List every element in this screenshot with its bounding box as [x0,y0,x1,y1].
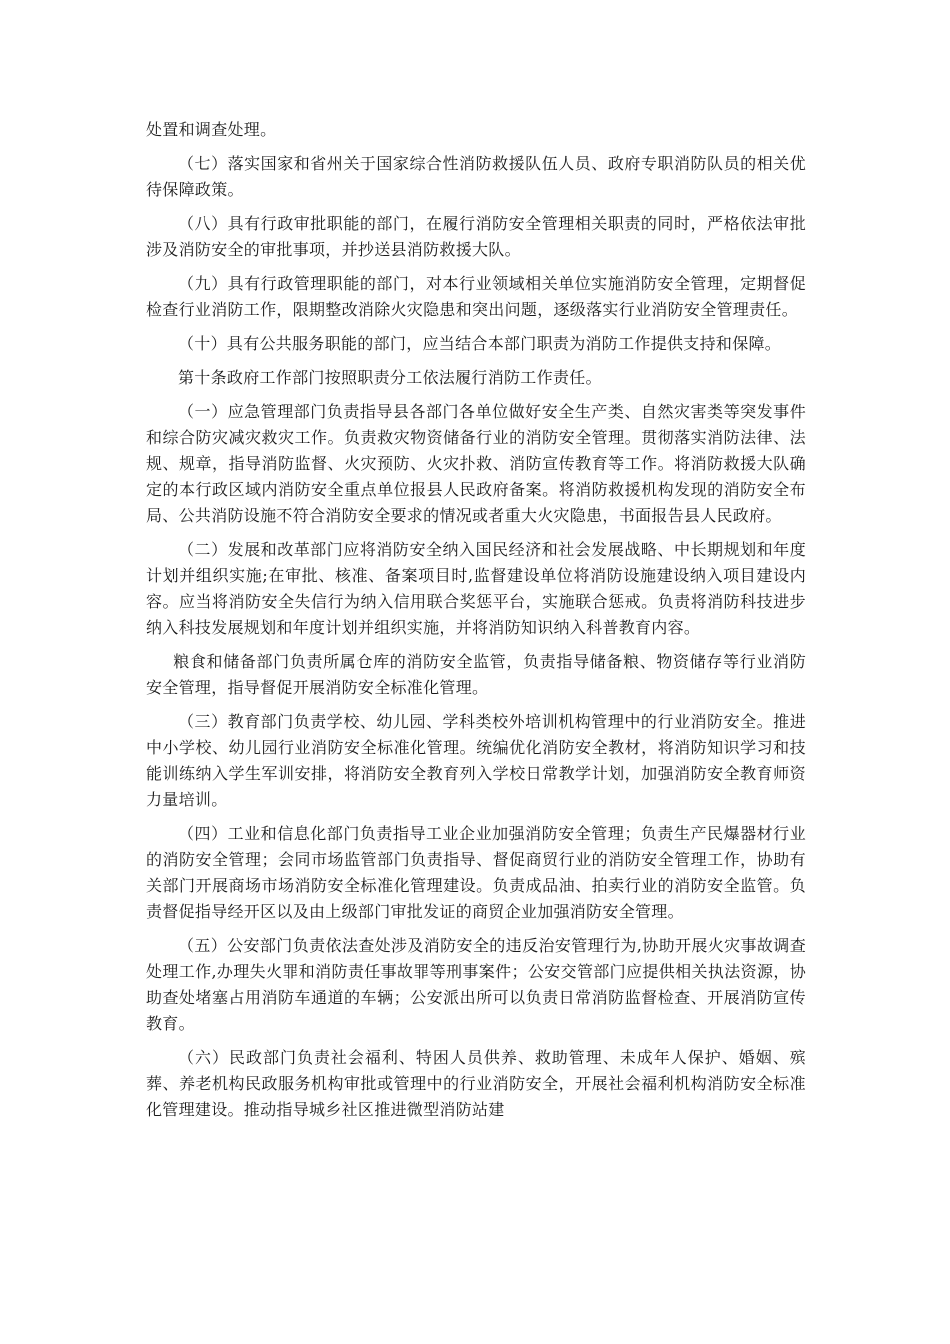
paragraph-civil-affairs: （六）民政部门负责社会福利、特困人员供养、救助管理、未成年人保护、婚姻、殡葬、养老机构民政服务机构审批或管理中的行业消防安全，开展社会福利机构消防安全标准化管理建设。推动指导城乡社区推进微型消防站建 [146,1048,806,1119]
paragraph-item-9: （九）具有行政管理职能的部门，对本行业领域相关单位实施消防安全管理，定期督促检查行业消防工作，限期整改消除火灾隐患和突出问题，逐级落实行业消防安全管理责任。 [146,274,806,319]
document-body [146,117,806,1131]
paragraph-industry-it: （四）工业和信息化部门负责指导工业企业加强消防安全管理；负责生产民爆器材行业的消防安全管理；会同市场监管部门负责指导、督促商贸行业的消防安全管理工作，协助有关部门开展商场市场消防安全标准化管理建设。负责成品油、拍卖行业的消防安全监管。负责督促指导经开区以及由上级部门审批发证的商贸企业加强消防安全管理。 [146,824,806,921]
paragraph-education: （三）教育部门负责学校、幼儿园、学科类校外培训机构管理中的行业消防安全。推进中小学校、幼儿园行业消防安全标准化管理。统编优化消防安全教材，将消防知识学习和技能训练纳入学生军训安排，将消防安全教育列入学校日常教学计划，加强消防安全教育师资力量培训。 [146,712,806,809]
paragraph-public-security: （五）公安部门负责依法查处涉及消防安全的违反治安管理行为,协助开展火灾事故调查处理工作,办理失火罪和消防责任事故罪等刑事案件；公安交管部门应提供相关执法资源，协助查处堵塞占用消防车通道的车辆；公安派出所可以负责日常消防监督检查、开展消防宣传教育。 [146,936,806,1033]
paragraph-emergency-management: （一）应急管理部门负责指导县各部门各单位做好安全生产类、自然灾害类等突发事件和综合防灾减灾救灾工作。负责救灾物资储备行业的消防安全管理。贯彻落实消防法律、法规、规章，指导消防监督、火灾预防、火灾扑救、消防宣传教育等工作。将消防救援大队确定的本行政区域内消防安全重点单位报县人民政府备案。将消防救援机构发现的消防安全布局、公共消防设施不符合消防安全要求的情况或者重大火灾隐患，书面报告县人民政府。 [146,402,806,525]
article-ten-heading: 第十条政府工作部门按照职责分工依法履行消防工作责任。 [178,368,602,387]
paragraph-item-7: （七）落实国家和省州关于国家综合性消防救援队伍人员、政府专职消防队员的相关优待保障政策。 [146,154,806,199]
paragraph-grain-reserve: 粮食和储备部门负责所属仓库的消防安全监管，负责指导储备粮、物资储存等行业消防安全管理，指导督促开展消防安全标准化管理。 [146,652,806,697]
paragraph-continuation: 处置和调查处理。 [146,120,277,139]
paragraph-item-10: （十）具有公共服务职能的部门，应当结合本部门职责为消防工作提供支持和保障。 [178,334,782,353]
paragraph-item-8: （八）具有行政审批职能的部门，在履行消防安全管理相关职责的同时，严格依法审批涉及消防安全的审批事项，并抄送县消防救援大队。 [146,214,806,259]
paragraph-development-reform: （二）发展和改革部门应将消防安全纳入国民经济和社会发展战略、中长期规划和年度计划并组织实施;在审批、核准、备案项目时,监督建设单位将消防设施建设纳入项目建设内容。应当将消防安全失信行为纳入信用联合奖惩平台，实施联合惩戒。负责将消防科技进步纳入科技发展规划和年度计划并组织实施，并将消防知识纳入科普教育内容。 [146,540,806,637]
